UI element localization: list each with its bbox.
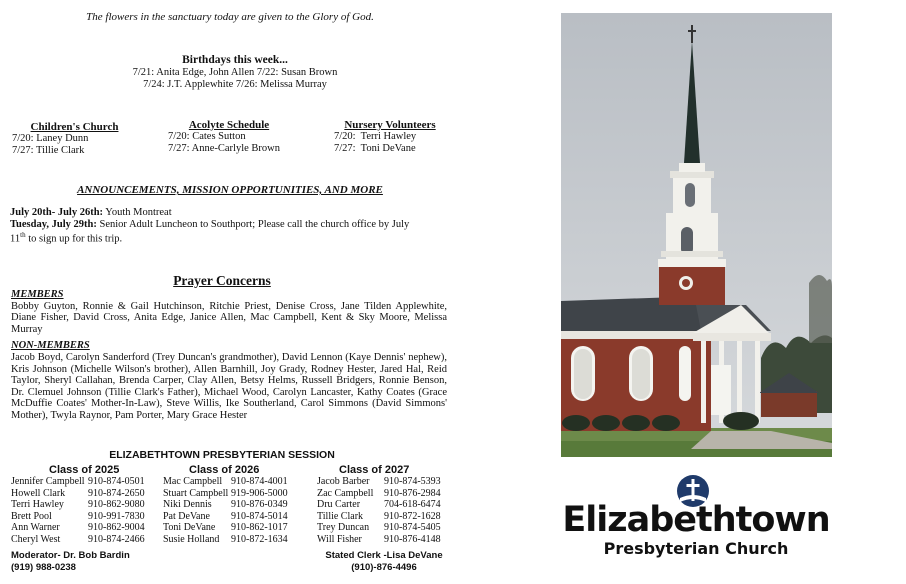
member-name: Pat DeVane	[163, 510, 210, 522]
non-members-label: NON-MEMBERS	[11, 340, 90, 352]
announcements-list	[10, 207, 450, 245]
nursery-volunteers	[334, 119, 464, 154]
announcement-text: Youth Montreat	[103, 207, 172, 218]
member-phone: 910-874-2650	[88, 487, 145, 499]
member-name: Cheryl West	[11, 533, 61, 545]
church-subtitle: Presbyterian Church	[603, 539, 789, 558]
member-phone: 910-876-0349	[231, 499, 288, 511]
member-name: Niki Dennis	[163, 499, 212, 511]
member-phone: 910-872-1628	[384, 510, 441, 522]
announcement-item-continued	[10, 230, 450, 245]
member-name: Susie Holland	[163, 533, 220, 545]
moderator	[11, 550, 130, 574]
member-phone: 919-906-5000	[231, 487, 288, 499]
prayer-concerns-title: Prayer Concerns	[173, 273, 271, 288]
member-phone: 910-874-5405	[384, 522, 441, 534]
member-name: Ann Warner	[11, 522, 60, 534]
birthdays-section	[40, 54, 430, 90]
session-member-row	[11, 488, 145, 500]
session-member-row	[163, 522, 288, 534]
member-name: Dru Carter	[317, 499, 361, 511]
birthdays-line-1: 7/21: Anita Edge, John Allen 7/22: Susan Brown	[132, 67, 338, 78]
member-name: Brett Pool	[11, 510, 52, 522]
moderator-phone: (919) 988-0238	[11, 562, 76, 573]
announcement-text: 11	[10, 233, 21, 245]
member-name: Jennifer Campbell	[11, 476, 85, 487]
session-member-row	[317, 522, 441, 534]
prayer-concerns	[11, 289, 447, 422]
member-phone: 910-872-1634	[231, 533, 288, 545]
members-label: MEMBERS	[11, 289, 64, 300]
announcement-item	[10, 219, 450, 231]
acolyte-row: 7/20: Cates Sutton	[168, 131, 246, 142]
session-member-row	[11, 499, 145, 511]
clerk-label: Stated Clerk -Lisa DeVane	[325, 550, 443, 561]
session-member-row	[11, 476, 145, 488]
session-class-2026	[163, 464, 288, 546]
member-phone: 910-874-0501	[88, 476, 145, 487]
acolyte-title: Acolyte Schedule	[188, 119, 270, 131]
nursery-title: Nursery Volunteers	[344, 119, 436, 131]
session-member-row	[11, 534, 145, 546]
session-member-row	[11, 511, 145, 523]
session-member-row	[317, 511, 441, 523]
member-name: Jacob Barber	[317, 476, 370, 487]
session-title: ELIZABETHTOWN PRESBYTERIAN SESSION	[109, 449, 335, 461]
session-class-2025	[11, 464, 145, 546]
class-label: Class of 2027	[339, 464, 410, 476]
member-name: Terri Hawley	[11, 499, 64, 511]
session-member-row	[163, 488, 288, 500]
session-member-row	[317, 499, 441, 511]
acolyte-row: 7/27: Anne-Carlyle Brown	[168, 142, 280, 154]
member-phone: 910-874-4001	[231, 476, 288, 487]
announcement-date: Tuesday, July 29th:	[10, 218, 97, 230]
members-list: Bobby Guyton, Ronnie & Gail Hutchinson, Ritchie Priest, Denise Cross, Jane Tilden Applewhite, Diane Fisher, David Cross, Anita Edge, Janice Allen, Mac Campbell, Kent & Sky Moore, Melissa Murray	[11, 300, 447, 335]
childrens-church-row: 7/20: Laney Dunn	[12, 133, 89, 144]
class-label: Class of 2026	[189, 464, 260, 476]
session-member-row	[163, 499, 288, 511]
announcement-item	[10, 207, 450, 219]
announcement-text: Senior Adult Luncheon to Southport; Please call the church office by July	[96, 218, 410, 230]
member-phone: 910-862-9004	[88, 522, 145, 534]
stated-clerk	[322, 550, 446, 574]
nursery-row: 7/27: Toni DeVane	[334, 142, 416, 154]
member-phone: 910-874-5393	[384, 476, 441, 487]
member-phone: 910-874-2466	[88, 533, 145, 545]
childrens-church	[12, 121, 152, 156]
member-name: Will Fisher	[317, 533, 362, 545]
session-member-row	[163, 511, 288, 523]
member-name: Stuart Campbell	[163, 487, 229, 499]
member-phone: 910-876-2984	[384, 487, 441, 499]
member-name: Zac Campbell	[317, 487, 374, 499]
member-phone: 910-862-9080	[88, 499, 145, 511]
church-name: Elizabethtown	[562, 500, 830, 540]
announcement-text: to sign up for this trip.	[25, 233, 123, 245]
flowers-note: The flowers in the sanctuary today are given to the Glory of God.	[86, 11, 374, 23]
childrens-church-row: 7/27: Tillie Clark	[12, 144, 85, 156]
member-phone: 910-876-4148	[384, 533, 441, 545]
childrens-church-title: Children's Church	[30, 121, 119, 133]
member-phone: 910-862-1017	[231, 522, 288, 534]
announcement-date: July 20th- July 26th:	[10, 207, 104, 218]
member-name: Howell Clark	[11, 487, 66, 499]
announcements-title: ANNOUNCEMENTS, MISSION OPPORTUNITIES, AND MORE	[77, 184, 383, 196]
church-illustration	[561, 13, 832, 457]
session-member-row	[163, 534, 288, 546]
session-member-row	[317, 488, 441, 500]
acolyte-schedule	[168, 119, 318, 154]
session-member-row	[317, 476, 441, 488]
church-photo	[561, 13, 832, 457]
member-phone: 910-874-5014	[231, 510, 288, 522]
class-label: Class of 2025	[49, 464, 120, 476]
non-members-list: Jacob Boyd, Carolyn Sanderford (Trey Duncan's grandmother), David Lennon (Kaye Dennis' nephew), Kris Johnson (Michelle Wilson's brother), Allen Barnhill, Joy Grady, Rodney Hester, Jared Hal, Reid Taylor, Sheryl Callahan, Brenda Carper, Clay Allen, Betsy Helms, Russell Bridgers, Ronnie Benson, Dr. Clemuel Johnson (Tillie Clark's Father), Michael Wood, Carolyn Lancaster, Kathy Coates (Grace McDuffie Coates' Mother-In-Law), Steve Willis, Ike Southerland, Carol Simmons (David Simmons' Mother), Twyla Raynor, Pam Porter, Mary Grace Hester	[11, 351, 447, 421]
member-name: Toni DeVane	[163, 522, 216, 534]
member-name: Trey Duncan	[317, 522, 370, 534]
birthdays-title: Birthdays this week...	[182, 54, 288, 66]
member-phone: 704-618-6474	[384, 499, 441, 511]
member-name: Tillie Clark	[317, 510, 364, 522]
session-member-row	[317, 534, 441, 546]
member-phone: 910-991-7830	[88, 510, 145, 522]
session-member-row	[11, 522, 145, 534]
session-member-row	[163, 476, 288, 488]
nursery-row: 7/20: Terri Hawley	[334, 131, 417, 142]
ordinal-suffix: th	[20, 231, 26, 239]
session-class-2027	[317, 464, 441, 546]
birthdays-line-2: 7/24: J.T. Applewhite 7/26: Melissa Murray	[143, 78, 327, 90]
moderator-label: Moderator- Dr. Bob Bardin	[11, 550, 130, 561]
clerk-phone: (910)-876-4496	[351, 562, 417, 573]
member-name: Mac Campbell	[163, 476, 223, 487]
